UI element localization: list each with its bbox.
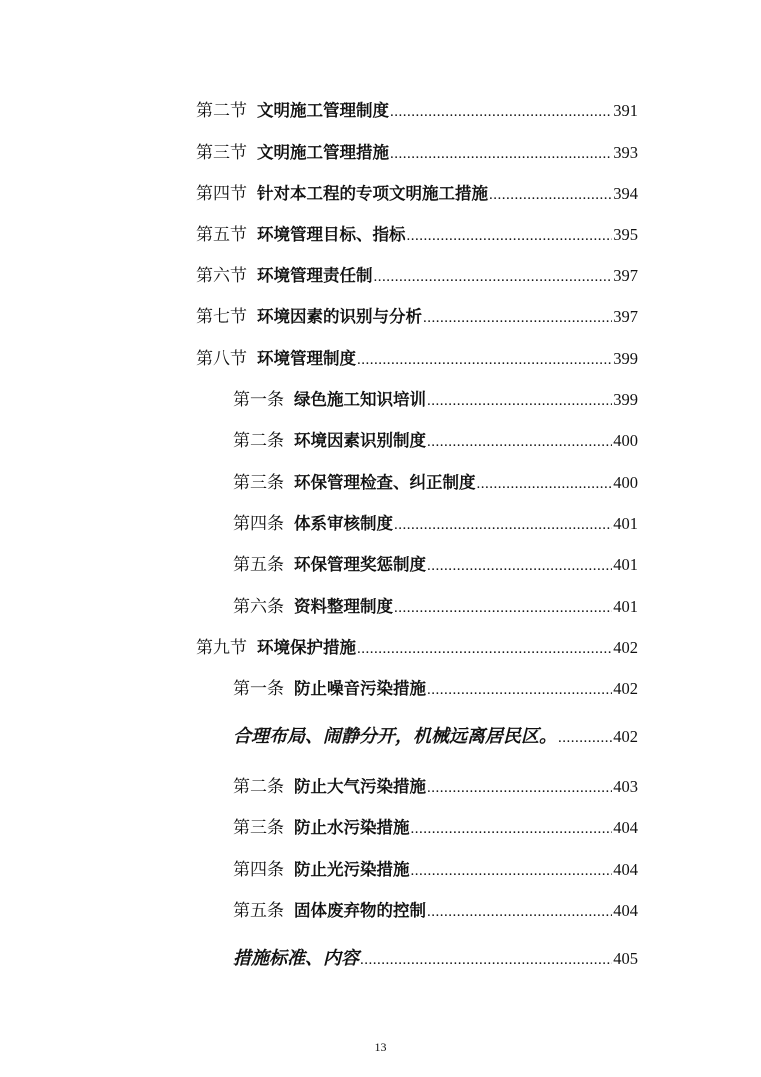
toc-entry-title: 合理布局、闹静分开，机械远离居民区。 — [233, 726, 557, 747]
toc-entry-page: 402 — [613, 679, 638, 698]
toc-entry-title: 措施标准、内容 — [233, 948, 359, 969]
toc-leader-dots — [477, 476, 613, 493]
toc-entry-number: 第四条 — [233, 860, 284, 880]
toc-entry-title: 防止水污染措施 — [294, 818, 410, 837]
toc-entry-title: 环保管理检查、纠正制度 — [294, 473, 476, 492]
toc-entry-title: 环境因素识别制度 — [294, 431, 426, 450]
toc-entry-number: 第二条 — [233, 431, 284, 451]
toc-entry-page: 401 — [613, 597, 638, 616]
toc-leader-dots — [407, 228, 613, 245]
toc-entry-page: 405 — [613, 949, 638, 968]
toc-entry-number: 第一条 — [233, 390, 284, 410]
toc-entry[interactable] — [196, 96, 638, 121]
toc-entry-number: 第四节 — [196, 184, 247, 204]
toc-leader-dots — [390, 104, 612, 121]
toc-entry-page: 402 — [613, 638, 638, 657]
toc-leader-dots — [423, 310, 612, 327]
toc-entry-number: 第二节 — [196, 101, 247, 121]
toc-entry[interactable] — [233, 896, 638, 921]
toc-entry-title: 环境因素的识别与分析 — [257, 307, 422, 326]
toc-entry-page: 404 — [613, 901, 638, 920]
toc-entry[interactable] — [233, 813, 638, 838]
toc-leader-dots — [427, 434, 612, 451]
toc-entry[interactable] — [196, 261, 638, 286]
toc-entry-page: 401 — [613, 514, 638, 533]
toc-entry-number: 第五节 — [196, 225, 247, 245]
toc-entry-title: 防止光污染措施 — [294, 860, 410, 879]
toc-entry[interactable] — [196, 302, 638, 327]
toc-leader-dots — [357, 352, 612, 369]
toc-entry-title: 文明施工管理制度 — [257, 101, 389, 120]
toc-entry-title: 固体废弃物的控制 — [294, 901, 426, 920]
toc-entry[interactable] — [196, 344, 638, 369]
toc-leader-dots — [558, 730, 612, 747]
toc-entry-page: 395 — [613, 225, 638, 244]
toc-entry[interactable] — [196, 138, 638, 163]
toc-entry-page: 397 — [613, 266, 638, 285]
toc-leader-dots — [357, 641, 612, 658]
toc-entry-number: 第四条 — [233, 514, 284, 534]
toc-entry[interactable] — [196, 220, 638, 245]
toc-entry-page: 400 — [613, 473, 638, 492]
toc-entry-title: 环境管理目标、指标 — [257, 225, 406, 244]
toc-entry[interactable] — [196, 179, 638, 204]
toc-entry-page: 400 — [613, 431, 638, 450]
toc-entry[interactable] — [233, 426, 638, 451]
toc-entry-page: 397 — [613, 307, 638, 326]
toc-entry-page: 393 — [613, 143, 638, 162]
toc-entry-number: 第一条 — [233, 679, 284, 699]
toc-leader-dots — [427, 558, 612, 575]
toc-entry[interactable] — [233, 550, 638, 575]
toc-entry-page: 394 — [613, 184, 638, 203]
toc-entry-number: 第六节 — [196, 266, 247, 286]
toc-entry-number: 第五条 — [233, 901, 284, 921]
toc-leader-dots — [427, 780, 612, 797]
page-number: 13 — [374, 1040, 387, 1054]
toc-leader-dots — [374, 269, 613, 286]
toc-subheading-entry[interactable] — [233, 944, 638, 970]
toc-entry-page: 403 — [613, 777, 638, 796]
toc-entry-number: 第五条 — [233, 555, 284, 575]
toc-entry-number: 第三条 — [233, 818, 284, 838]
toc-entry-number: 第六条 — [233, 597, 284, 617]
toc-entry-number: 第二条 — [233, 777, 284, 797]
toc-entry[interactable] — [233, 385, 638, 410]
toc-leader-dots — [489, 187, 612, 204]
toc-entry-page: 399 — [613, 349, 638, 368]
toc-leader-dots — [427, 682, 612, 699]
toc-leader-dots — [411, 863, 613, 880]
toc-entry-title: 体系审核制度 — [294, 514, 393, 533]
toc-entry[interactable] — [233, 592, 638, 617]
toc-entry[interactable] — [233, 468, 638, 493]
toc-entry-title: 文明施工管理措施 — [257, 143, 389, 162]
toc-entry-title: 针对本工程的专项文明施工措施 — [257, 184, 488, 203]
toc-entry-title: 环境管理制度 — [257, 349, 356, 368]
toc-entry-page: 404 — [613, 860, 638, 879]
toc-leader-dots — [411, 821, 613, 838]
toc-entry-title: 环保管理奖惩制度 — [294, 555, 426, 574]
toc-entry-page: 404 — [613, 818, 638, 837]
toc-entry-title: 防止噪音污染措施 — [294, 679, 426, 698]
toc-entry-title: 环境保护措施 — [257, 638, 356, 657]
toc-entry-title: 资料整理制度 — [294, 597, 393, 616]
toc-entry-number: 第七节 — [196, 307, 247, 327]
toc-leader-dots — [394, 600, 612, 617]
toc-leader-dots — [427, 393, 612, 410]
toc-entry-page: 399 — [613, 390, 638, 409]
toc-entry-title: 环境管理责任制 — [257, 266, 373, 285]
toc-entry-number: 第三条 — [233, 473, 284, 493]
toc-entry[interactable] — [196, 633, 638, 658]
toc-entry-number: 第八节 — [196, 349, 247, 369]
toc-leader-dots — [360, 952, 612, 969]
toc-entry-title: 绿色施工知识培训 — [294, 390, 426, 409]
toc-leader-dots — [394, 517, 612, 534]
toc-entry[interactable] — [233, 772, 638, 797]
toc-entry-page: 402 — [613, 727, 638, 746]
toc-entry[interactable] — [233, 674, 638, 699]
toc-leader-dots — [427, 904, 612, 921]
toc-entry[interactable] — [233, 509, 638, 534]
toc-entry-number: 第九节 — [196, 638, 247, 658]
toc-entry[interactable] — [233, 855, 638, 880]
toc-leader-dots — [390, 146, 612, 163]
toc-entry-page: 391 — [613, 101, 638, 120]
toc-subheading-entry[interactable] — [233, 722, 638, 748]
toc-entry-title: 防止大气污染措施 — [294, 777, 426, 796]
toc-entry-number: 第三节 — [196, 143, 247, 163]
toc-entry-page: 401 — [613, 555, 638, 574]
